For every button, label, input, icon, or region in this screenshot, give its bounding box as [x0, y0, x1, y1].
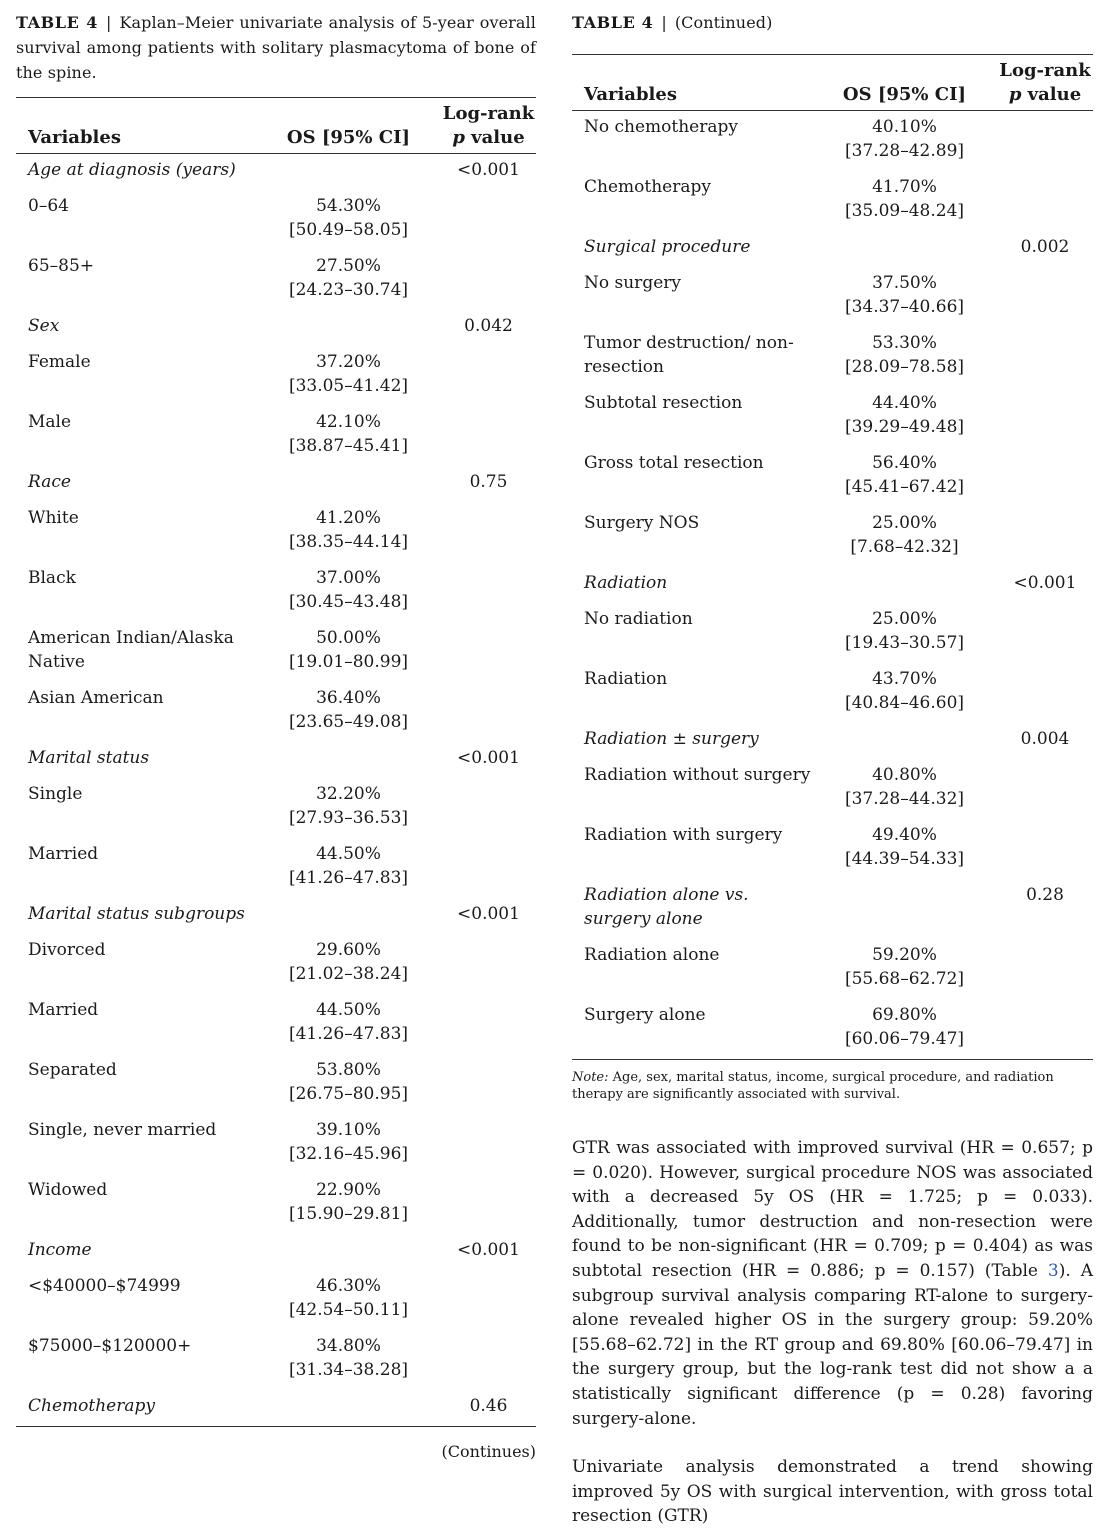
variable-cell: Gross total resection — [584, 453, 764, 473]
header-logrank-p: p — [1008, 84, 1022, 105]
table-row — [572, 759, 1093, 819]
variable-cell: Radiation — [584, 573, 668, 593]
ci-value: [27.93–36.53] — [288, 808, 409, 828]
table-row — [16, 1114, 536, 1174]
pvalue-cell: 0.002 — [1020, 237, 1070, 257]
pvalue-cell — [997, 327, 1093, 387]
os-cell — [256, 898, 441, 934]
table-row — [16, 622, 536, 682]
pvalue-cell: 0.004 — [1020, 729, 1070, 749]
ci-value: [44.39–54.33] — [844, 849, 965, 869]
paragraph-text: ). A subgroup survival analysis comparing RT-alone to surgery-alone revealed higher OS in the surgery group: 59.20% [55.68–62.72] in the RT group and 69.80% [60.06–79.47] in the surgery group, but the log-rank test did not show a a statistically significant difference (p = 0.28) favoring surgery-alone. — [572, 1260, 1094, 1429]
table-row — [572, 267, 1093, 327]
os-value: 37.00% — [316, 568, 381, 588]
pvalue-cell: <0.001 — [457, 904, 520, 924]
pvalue-cell — [997, 447, 1093, 507]
os-value: 36.40% — [316, 688, 381, 708]
variable-cell: Race — [28, 472, 71, 492]
os-cell — [812, 819, 997, 879]
variable-cell: No chemotherapy — [584, 117, 738, 137]
os-value: 25.00% — [872, 513, 937, 533]
ci-value: [30.45–43.48] — [288, 592, 409, 612]
pvalue-cell: <0.001 — [457, 1240, 520, 1260]
table-row — [16, 838, 536, 898]
os-cell — [812, 327, 997, 387]
os-cell — [812, 723, 997, 759]
body-paragraph: Univariate analysis demonstrated a trend showing improved 5y OS with surgical intervention, with gross total resection (GTR) — [572, 1457, 1093, 1527]
ci-value: [34.37–40.66] — [844, 297, 965, 317]
os-cell — [256, 466, 441, 502]
body-paragraph — [572, 1136, 1093, 1431]
os-cell — [812, 939, 997, 999]
os-cell — [812, 603, 997, 663]
pvalue-cell — [441, 502, 536, 562]
header-os: OS [95% CI] — [286, 127, 411, 148]
header-variables: Variables — [28, 127, 121, 148]
pvalue-cell — [441, 622, 536, 682]
os-cell — [256, 562, 441, 622]
header-variables: Variables — [584, 84, 677, 105]
os-value: 29.60% — [316, 940, 381, 960]
variable-cell: No radiation — [584, 609, 693, 629]
ci-value: [38.35–44.14] — [288, 532, 409, 552]
variable-cell: $75000–$120000+ — [28, 1336, 192, 1356]
ci-value: [37.28–44.32] — [844, 789, 965, 809]
pvalue-cell — [997, 999, 1093, 1060]
ci-value: [33.05–41.42] — [288, 376, 409, 396]
ci-value: [50.49–58.05] — [288, 220, 409, 240]
table-group-row — [16, 310, 536, 346]
caption-separator: | — [105, 13, 112, 32]
pvalue-cell: 0.75 — [469, 472, 508, 492]
table-row — [16, 1174, 536, 1234]
continues-label: (Continues) — [441, 1442, 536, 1461]
caption-text: (Continued) — [674, 13, 773, 32]
os-value: 44.50% — [316, 1000, 381, 1020]
os-cell — [256, 346, 441, 406]
table-group-row — [16, 154, 536, 191]
os-cell — [812, 387, 997, 447]
os-cell — [256, 190, 441, 250]
os-value: 53.30% — [872, 333, 937, 353]
os-value: 56.40% — [872, 453, 937, 473]
table-row — [572, 387, 1093, 447]
ci-value: [21.02–38.24] — [288, 964, 409, 984]
pvalue-cell: 0.042 — [464, 316, 513, 336]
table-row — [16, 502, 536, 562]
header-logrank-value: value — [1021, 84, 1082, 105]
ci-value: [15.90–29.81] — [288, 1204, 409, 1224]
ci-value: [55.68–62.72] — [844, 969, 965, 989]
table-caption-continued — [572, 10, 1093, 35]
caption-text: Kaplan–Meier univariate analysis of 5-year overall survival among patients with solitary plasmacytoma of bone of the spine. — [16, 13, 536, 82]
os-cell — [812, 663, 997, 723]
pvalue-cell — [997, 507, 1093, 567]
table-row — [572, 603, 1093, 663]
table-body — [16, 154, 536, 1427]
os-cell — [256, 250, 441, 310]
pvalue-cell — [441, 838, 536, 898]
ci-value: [24.23–30.74] — [288, 280, 409, 300]
ci-value: [40.84–46.60] — [844, 693, 965, 713]
table-row — [16, 346, 536, 406]
header-logrank-p: p — [452, 127, 465, 148]
table-group-row — [16, 1234, 536, 1270]
os-cell — [256, 406, 441, 466]
os-value: 69.80% — [872, 1005, 937, 1025]
pvalue-cell — [997, 387, 1093, 447]
ci-value: [42.54–50.11] — [288, 1300, 409, 1320]
table-row — [16, 682, 536, 742]
table-row — [572, 327, 1093, 387]
table-group-row — [572, 723, 1093, 759]
table-caption — [16, 10, 536, 85]
pvalue-cell — [997, 171, 1093, 231]
variable-cell: No surgery — [584, 273, 681, 293]
os-value: 37.20% — [316, 352, 381, 372]
ci-value: [23.65–49.08] — [288, 712, 409, 732]
os-cell — [256, 838, 441, 898]
variable-cell: Asian American — [28, 688, 164, 708]
os-value: 46.30% — [316, 1276, 381, 1296]
os-cell — [256, 1114, 441, 1174]
variable-cell: Sex — [28, 316, 60, 336]
os-cell — [812, 507, 997, 567]
variable-cell: Marital status — [28, 748, 150, 768]
pvalue-cell — [441, 994, 536, 1054]
survival-table-part2 — [572, 54, 1093, 1060]
note-label: Note: — [572, 1070, 609, 1085]
ci-value: [60.06–79.47] — [844, 1029, 965, 1049]
os-cell — [256, 778, 441, 838]
table-group-row — [16, 466, 536, 502]
table-row — [572, 939, 1093, 999]
os-value: 50.00% — [316, 628, 381, 648]
pvalue-cell — [441, 190, 536, 250]
os-cell — [812, 567, 997, 603]
pvalue-cell — [441, 1330, 536, 1390]
table-body — [572, 111, 1093, 1060]
table-row — [16, 1054, 536, 1114]
os-cell — [256, 1270, 441, 1330]
variable-cell: Married — [28, 1000, 99, 1020]
variable-cell: Single — [28, 784, 83, 804]
table-group-row — [572, 567, 1093, 603]
pvalue-cell — [441, 346, 536, 406]
os-cell — [256, 1330, 441, 1390]
os-value: 53.80% — [316, 1060, 381, 1080]
os-value: 25.00% — [872, 609, 937, 629]
pvalue-cell: <0.001 — [1013, 573, 1077, 593]
os-cell — [256, 1054, 441, 1114]
variable-cell: Surgical procedure — [584, 237, 751, 257]
os-cell — [256, 502, 441, 562]
os-cell — [812, 999, 997, 1060]
variable-cell: Black — [28, 568, 76, 588]
variable-cell: 65–85+ — [28, 256, 95, 276]
pvalue-cell — [997, 819, 1093, 879]
pvalue-cell — [997, 267, 1093, 327]
variable-cell: Radiation with surgery — [584, 825, 783, 845]
variable-cell: Income — [28, 1240, 92, 1260]
os-value: 44.50% — [316, 844, 381, 864]
ci-value: [41.26–47.83] — [288, 1024, 409, 1044]
variable-cell: Chemotherapy — [28, 1396, 155, 1416]
table-row — [572, 507, 1093, 567]
header-logrank-value: value — [464, 127, 525, 148]
table-row — [16, 190, 536, 250]
os-cell — [812, 879, 997, 939]
ci-value: [41.26–47.83] — [288, 868, 409, 888]
os-cell — [256, 310, 441, 346]
table-row — [16, 562, 536, 622]
table-note — [572, 1069, 1093, 1103]
os-value: 59.20% — [872, 945, 937, 965]
table-row — [16, 778, 536, 838]
variable-cell: Tumor destruction/ non-resection — [584, 333, 794, 377]
left-column — [16, 0, 536, 1461]
table-row — [16, 406, 536, 466]
pvalue-cell: 0.28 — [1026, 885, 1064, 905]
table-row — [572, 447, 1093, 507]
pvalue-cell — [441, 1114, 536, 1174]
os-value: 40.10% — [872, 117, 937, 137]
os-value: 34.80% — [316, 1336, 381, 1356]
note-text: Age, sex, marital status, income, surgical procedure, and radiation therapy are significantly associated with survival. — [572, 1070, 1054, 1102]
pvalue-cell — [441, 934, 536, 994]
variable-cell: Single, never married — [28, 1120, 217, 1140]
table-row — [572, 111, 1093, 172]
pvalue-cell: 0.46 — [469, 1396, 508, 1416]
survival-table-part1 — [16, 97, 536, 1427]
variable-cell: Separated — [28, 1060, 117, 1080]
os-cell — [812, 231, 997, 267]
variable-cell: Radiation ± surgery — [584, 729, 759, 749]
ci-value: [39.29–49.48] — [844, 417, 965, 437]
ci-value: [37.28–42.89] — [844, 141, 965, 161]
os-cell — [812, 267, 997, 327]
variable-cell: Age at diagnosis (years) — [28, 160, 236, 180]
pvalue-cell — [997, 939, 1093, 999]
os-value: 41.70% — [872, 177, 937, 197]
pvalue-cell — [441, 778, 536, 838]
ci-value: [32.16–45.96] — [288, 1144, 409, 1164]
os-cell — [812, 171, 997, 231]
pvalue-cell — [997, 111, 1093, 172]
table-row — [16, 1270, 536, 1330]
variable-cell: American Indian/Alaska Native — [28, 628, 234, 672]
os-cell — [256, 742, 441, 778]
header-logrank — [441, 98, 536, 154]
variable-cell: 0–64 — [28, 196, 69, 216]
os-value: 22.90% — [316, 1180, 381, 1200]
table-group-row — [16, 742, 536, 778]
os-cell — [256, 934, 441, 994]
pvalue-cell — [997, 759, 1093, 819]
variable-cell: Radiation alone — [584, 945, 720, 965]
variable-cell: Widowed — [28, 1180, 108, 1200]
pvalue-cell — [441, 406, 536, 466]
pvalue-cell: <0.001 — [457, 160, 520, 180]
variable-cell: Divorced — [28, 940, 106, 960]
ci-value: [35.09–48.24] — [844, 201, 965, 221]
ci-value: [7.68–42.32] — [850, 537, 959, 557]
table-row — [16, 934, 536, 994]
pvalue-cell — [441, 1054, 536, 1114]
os-cell — [812, 447, 997, 507]
variable-cell: Surgery NOS — [584, 513, 700, 533]
os-value: 27.50% — [316, 256, 381, 276]
header-logrank — [997, 55, 1093, 111]
table-group-row — [16, 1390, 536, 1427]
pvalue-cell — [441, 682, 536, 742]
variable-cell: Radiation alone vs. surgery alone — [584, 885, 749, 929]
pvalue-cell — [441, 562, 536, 622]
os-value: 43.70% — [872, 669, 937, 689]
variable-cell: Surgery alone — [584, 1005, 706, 1025]
paragraph-text: GTR was associated with improved survival (HR = 0.657; p = 0.020). However, surgical procedure NOS was associated with a decreased 5y OS (HR = 1.725; p = 0.033). Additionally, tumor destruction and non-resection were found to be non-significant (HR = 0.709; p = 0.404) as was subtotal resection (HR = 0.886; p = 0.157) (Table — [572, 1138, 1093, 1281]
ci-value: [19.43–30.57] — [844, 633, 965, 653]
table-row — [572, 171, 1093, 231]
table-reference-link[interactable]: 3 — [1047, 1260, 1059, 1281]
pvalue-cell — [441, 250, 536, 310]
os-value: 39.10% — [316, 1120, 381, 1140]
pvalue-cell — [441, 1174, 536, 1234]
os-value: 44.40% — [872, 393, 937, 413]
table-row — [572, 663, 1093, 723]
os-value: 41.20% — [316, 508, 381, 528]
header-logrank-line1: Log-rank — [442, 103, 535, 124]
os-value: 32.20% — [316, 784, 381, 804]
pvalue-cell: <0.001 — [457, 748, 520, 768]
ci-value: [28.09–78.58] — [844, 357, 965, 377]
table-row — [572, 999, 1093, 1060]
ci-value: [19.01–80.99] — [288, 652, 409, 672]
variable-cell: White — [28, 508, 79, 528]
variable-cell: Subtotal resection — [584, 393, 743, 413]
os-value: 54.30% — [316, 196, 381, 216]
os-cell — [256, 994, 441, 1054]
header-os: OS [95% CI] — [842, 84, 967, 105]
variable-cell: Married — [28, 844, 99, 864]
table-row — [16, 994, 536, 1054]
os-cell — [256, 682, 441, 742]
os-cell — [256, 1174, 441, 1234]
variable-cell: Chemotherapy — [584, 177, 711, 197]
pvalue-cell — [441, 1270, 536, 1330]
variable-cell: Radiation without surgery — [584, 765, 811, 785]
variable-cell: Female — [28, 352, 91, 372]
table-row — [16, 250, 536, 310]
table-group-row — [16, 898, 536, 934]
variable-cell: Radiation — [584, 669, 668, 689]
os-cell — [812, 111, 997, 172]
table-group-row — [572, 879, 1093, 939]
ci-value: [38.87–45.41] — [288, 436, 409, 456]
os-value: 42.10% — [316, 412, 381, 432]
table-label: TABLE 4 — [16, 13, 98, 32]
right-column — [572, 0, 1093, 1529]
table-header-row — [16, 98, 536, 154]
ci-value: [26.75–80.95] — [288, 1084, 409, 1104]
os-cell — [812, 759, 997, 819]
pvalue-cell — [997, 663, 1093, 723]
ci-value: [31.34–38.28] — [288, 1360, 409, 1380]
os-value: 49.40% — [872, 825, 937, 845]
os-value: 40.80% — [872, 765, 937, 785]
caption-separator: | — [661, 13, 667, 32]
os-cell — [256, 1234, 441, 1270]
os-value: 37.50% — [872, 273, 937, 293]
variable-cell: <$40000–$74999 — [28, 1276, 181, 1296]
table-row — [16, 1330, 536, 1390]
table-label: TABLE 4 — [572, 13, 654, 32]
pvalue-cell — [997, 603, 1093, 663]
header-logrank-line1: Log-rank — [999, 60, 1091, 81]
os-cell — [256, 1390, 441, 1427]
table-row — [572, 819, 1093, 879]
os-cell — [256, 154, 441, 191]
os-cell — [256, 622, 441, 682]
ci-value: [45.41–67.42] — [844, 477, 965, 497]
table-header-row — [572, 55, 1093, 111]
variable-cell: Marital status subgroups — [28, 904, 245, 924]
variable-cell: Male — [28, 412, 72, 432]
table-group-row — [572, 231, 1093, 267]
